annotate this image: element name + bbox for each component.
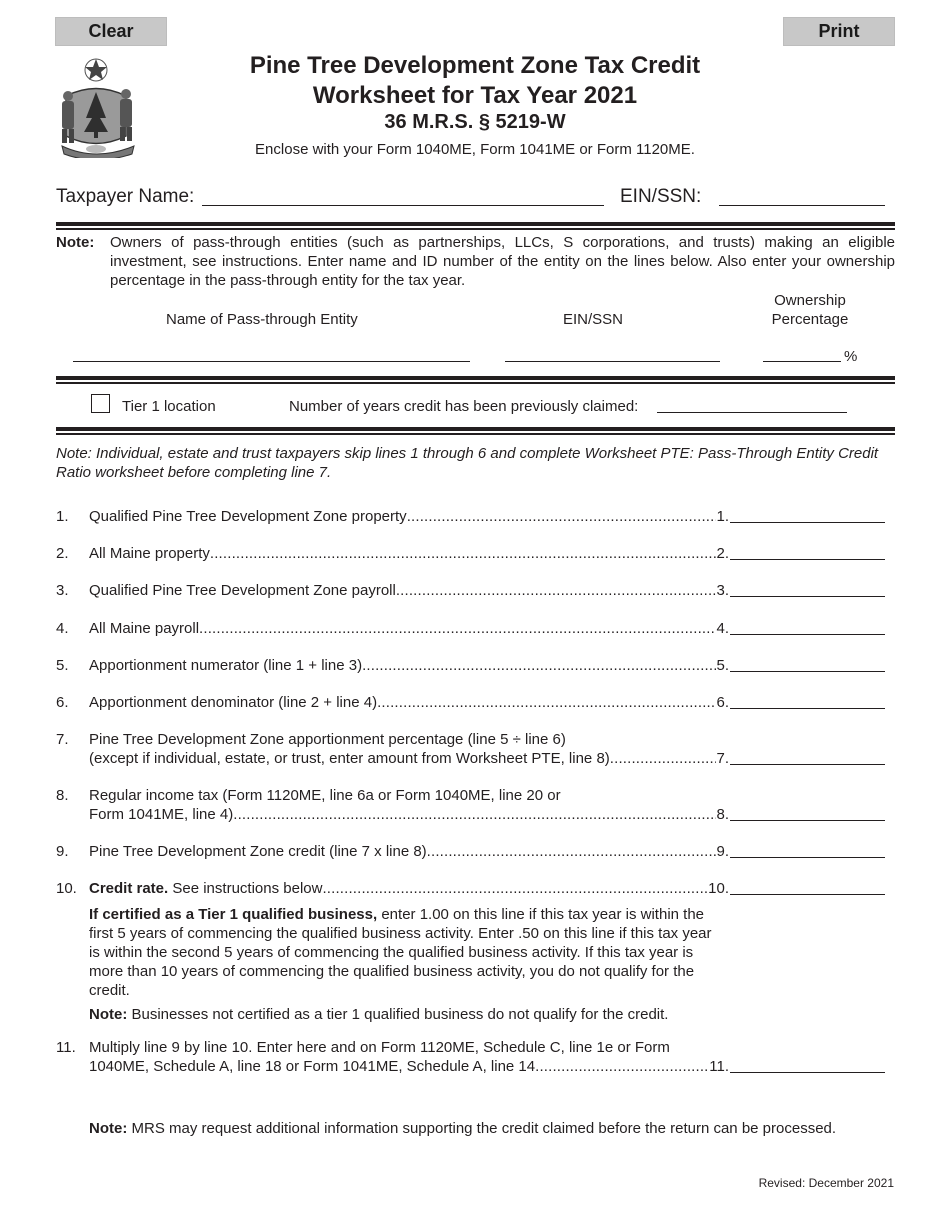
years-claimed-label: Number of years credit has been previously claimed: bbox=[289, 398, 639, 415]
line-number: 5. bbox=[56, 657, 69, 674]
line-4 bbox=[56, 619, 895, 638]
line-6 bbox=[56, 693, 895, 712]
line-reference: 4. bbox=[716, 620, 729, 637]
tier1-instructions-text: enter 1.00 on this line if this tax year is within the first 5 years of commencing the qualified business activity. Enter .50 on this line if this tax year is within the second 5 years of commencing the qualified business activity. If this tax year is more than 10 years of commencing the qualified business activity, you do not qualify for the credit. bbox=[89, 906, 712, 999]
line-number: 3. bbox=[56, 582, 69, 599]
taxpayer-ein-field[interactable] bbox=[719, 205, 885, 206]
tier1-instructions bbox=[89, 905, 714, 1000]
line-number: 7. bbox=[56, 731, 69, 748]
line-description-first: Regular income tax (Form 1120ME, line 6a or Form 1040ME, line 20 or bbox=[89, 787, 561, 804]
taxpayer-name-field[interactable] bbox=[202, 205, 604, 206]
line-reference: 1. bbox=[716, 508, 729, 525]
section-divider bbox=[56, 427, 895, 431]
clear-button[interactable]: Clear bbox=[55, 17, 167, 46]
line-7 bbox=[56, 730, 895, 768]
form-subtitle: Worksheet for Tax Year 2021 bbox=[312, 82, 638, 109]
tier1-note bbox=[89, 1005, 789, 1024]
line-reference: 2. bbox=[716, 545, 729, 562]
print-button[interactable]: Print bbox=[783, 17, 895, 46]
taxpayer-name-label: Taxpayer Name: bbox=[56, 186, 195, 207]
line-9-amount-field[interactable] bbox=[730, 857, 885, 858]
line-4-amount-field[interactable] bbox=[730, 634, 885, 635]
taxpayer-ein-label: EIN/SSN: bbox=[620, 186, 702, 207]
pte-name-column-header: Name of Pass-through Entity bbox=[166, 311, 358, 328]
section-divider bbox=[56, 433, 895, 435]
line-description: Apportionment denominator (line 2 + line 4) bbox=[89, 694, 378, 711]
tier1-location-checkbox[interactable] bbox=[91, 394, 110, 413]
line-reference: 6. bbox=[716, 694, 729, 711]
line-1-amount-field[interactable] bbox=[730, 522, 885, 523]
line-description: (except if individual, estate, or trust, enter amount from Worksheet PTE, line 8) bbox=[89, 750, 610, 767]
pte-ownership-field[interactable] bbox=[763, 361, 841, 362]
line-number: 2. bbox=[56, 545, 69, 562]
line-3 bbox=[56, 581, 895, 600]
form-title: Pine Tree Development Zone Tax Credit bbox=[249, 52, 701, 79]
line-6-amount-field[interactable] bbox=[730, 708, 885, 709]
tier1-location-label: Tier 1 location bbox=[122, 398, 216, 415]
line-reference: 8. bbox=[716, 806, 729, 823]
line-description-first: Pine Tree Development Zone apportionment percentage (line 5 ÷ line 6) bbox=[89, 731, 566, 748]
line-2-amount-field[interactable] bbox=[730, 559, 885, 560]
line-number: 8. bbox=[56, 787, 69, 804]
final-note-text: MRS may request additional information supporting the credit claimed before the return can be processed. bbox=[127, 1120, 837, 1137]
pte-ein-column-header: EIN/SSN bbox=[563, 311, 624, 328]
line-description: 1040ME, Schedule A, line 18 or Form 1041ME, Schedule A, line 14 bbox=[89, 1058, 536, 1075]
line-10 bbox=[56, 879, 895, 898]
line-8-amount-field[interactable] bbox=[730, 820, 885, 821]
pte-note-text: Owners of pass-through entities (such as partnerships, LLCs, S corporations, and trusts) making an eligible investment, see instructions. Enter name and ID number of the entity on the lines below. Also enter your ownership percentage in the pass-through entity for the tax year. bbox=[110, 234, 895, 289]
line-9 bbox=[56, 842, 895, 861]
line-description-bold: Credit rate. bbox=[89, 880, 169, 897]
line-number: 11. bbox=[56, 1039, 76, 1056]
line-number: 10. bbox=[56, 880, 77, 897]
line-11 bbox=[56, 1038, 895, 1076]
line-1 bbox=[56, 507, 895, 526]
line-10-amount-field[interactable] bbox=[730, 894, 885, 895]
line-5 bbox=[56, 656, 895, 675]
line-reference: 7. bbox=[716, 750, 729, 767]
line-reference: 9. bbox=[716, 843, 729, 860]
line-number: 6. bbox=[56, 694, 69, 711]
line-description: All Maine payroll bbox=[89, 620, 200, 637]
tier1-note-label: Note: bbox=[89, 1006, 128, 1023]
final-note-label: Note: bbox=[89, 1120, 128, 1137]
tier1-instructions-heading: If certified as a Tier 1 qualified business, bbox=[89, 906, 378, 923]
section-divider bbox=[56, 228, 895, 230]
line-7-amount-field[interactable] bbox=[730, 764, 885, 765]
line-8 bbox=[56, 786, 895, 824]
line-reference: 10. bbox=[708, 880, 729, 897]
pte-ownership-header-line1: Ownership bbox=[774, 292, 846, 309]
line-5-amount-field[interactable] bbox=[730, 671, 885, 672]
line-number: 1. bbox=[56, 508, 69, 525]
line-number: 4. bbox=[56, 620, 69, 637]
line-description: Pine Tree Development Zone credit (line 7 x line 8) bbox=[89, 843, 427, 860]
pte-name-field[interactable] bbox=[73, 361, 470, 362]
pte-ein-field[interactable] bbox=[505, 361, 720, 362]
years-claimed-field[interactable] bbox=[657, 412, 847, 413]
section-divider bbox=[56, 222, 895, 226]
line-2 bbox=[56, 544, 895, 563]
line-reference: 11. bbox=[709, 1058, 729, 1075]
tier1-note-text: Businesses not certified as a tier 1 qualified business do not qualify for the credit. bbox=[127, 1006, 669, 1023]
line-3-amount-field[interactable] bbox=[730, 596, 885, 597]
percent-sign: % bbox=[844, 348, 858, 365]
line-reference: 3. bbox=[716, 582, 729, 599]
line-number: 9. bbox=[56, 843, 69, 860]
statute-reference: 36 M.R.S. § 5219-W bbox=[384, 111, 566, 133]
revision-date: Revised: December 2021 bbox=[758, 1176, 894, 1190]
line-description: Qualified Pine Tree Development Zone property bbox=[89, 508, 407, 525]
line-description: See instructions below bbox=[168, 880, 323, 897]
line-11-amount-field[interactable] bbox=[730, 1072, 885, 1073]
line-description-first: Multiply line 9 by line 10. Enter here and on Form 1120ME, Schedule C, line 1e or Form bbox=[89, 1039, 670, 1056]
pte-ownership-header-line2: Percentage bbox=[771, 311, 849, 328]
final-note bbox=[89, 1119, 889, 1138]
line-description: Form 1041ME, line 4) bbox=[89, 806, 234, 823]
pte-note-label: Note: bbox=[56, 234, 95, 251]
section-divider bbox=[56, 382, 895, 384]
section-divider bbox=[56, 376, 895, 380]
line-reference: 5. bbox=[716, 657, 729, 674]
line-description: Apportionment numerator (line 1 + line 3) bbox=[89, 657, 363, 674]
enclose-instruction: Enclose with your Form 1040ME, Form 1041ME or Form 1120ME. bbox=[255, 141, 695, 158]
line-description: Qualified Pine Tree Development Zone payroll bbox=[89, 582, 396, 599]
line-description: All Maine property bbox=[89, 545, 210, 562]
skip-lines-note: Note: Individual, estate and trust taxpayers skip lines 1 through 6 and complete Worksheet PTE: Pass-Through Entity Credit Ratio worksheet before completing line 7. bbox=[56, 445, 879, 481]
